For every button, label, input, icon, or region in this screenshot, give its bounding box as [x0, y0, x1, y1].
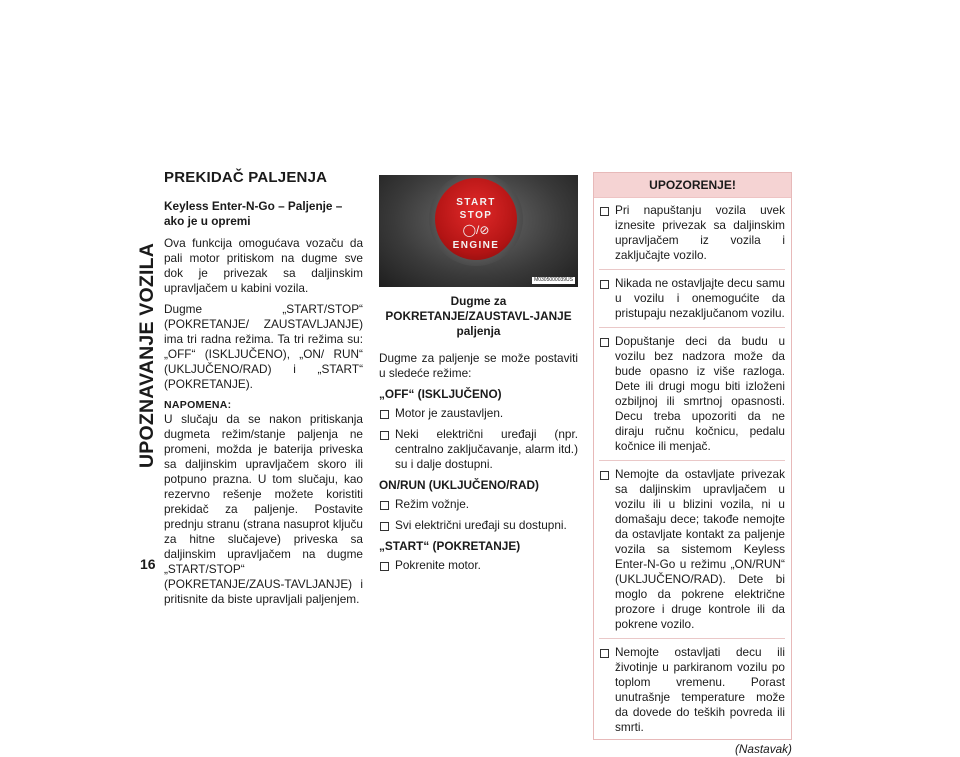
- button-label-stop: STOP: [459, 210, 493, 221]
- checkbox-bullet-icon: [380, 410, 389, 419]
- paragraph-modes: Dugme „START/STOP“ (POKRETANJE/ ZAUSTAVLJANJE) ima tri radna režima. Ta tri režima su: „OFF“ (ISKLJUČENO), „ON/ RUN“ (UKLJUČENO/RAD) i „START“ (POKRETANJE).: [164, 302, 363, 391]
- checkbox-bullet-icon: [600, 280, 609, 289]
- checkbox-bullet-icon: [600, 649, 609, 658]
- power-symbol-icon: ◯/⊘: [462, 223, 490, 237]
- column-right: [593, 172, 792, 757]
- checkbox-bullet-icon: [380, 501, 389, 510]
- button-label-engine: ENGINE: [452, 240, 500, 251]
- warning-item: Nemojte ostavljati decu ili životinje u parkiranom vozilu po toplom vremenu. Porast unutrašnje temperature može da dovede do teških povreda ili smrti.: [599, 645, 785, 739]
- list-item: Motor je zaustavljen.: [379, 406, 578, 421]
- page-number: 16: [140, 556, 156, 572]
- button-label-start: START: [456, 197, 496, 208]
- checkbox-bullet-icon: [600, 338, 609, 347]
- start-stop-button: [435, 178, 517, 260]
- warning-title: UPOZORENJE!: [594, 173, 791, 198]
- warning-item: Nikada ne ostavljajte decu samu u vozilu i onemogućite da pristupaju nezaključanom vozilu.: [599, 276, 785, 328]
- note-label: NAPOMENA:: [164, 399, 232, 411]
- paragraph-intro: Ova funkcija omogućava vozaču da pali motor pritiskom na dugme sve dok je privezak sa daljinskim upravljačem u kabini vozila.: [164, 236, 363, 295]
- photo-id: M0305000039US: [534, 277, 573, 283]
- checkbox-bullet-icon: [600, 471, 609, 480]
- mode-heading-start: „START“ (POKRETANJE): [379, 539, 521, 553]
- list-item: Svi električni uređaji su dostupni.: [379, 518, 578, 533]
- warning-box: [593, 172, 792, 740]
- mode-heading-off: „OFF“ (ISKLJUČENO): [379, 387, 502, 401]
- list-item: Režim vožnje.: [379, 497, 578, 512]
- list-item: Neki električni uređaji (npr. centralno zaključavanje, alarm itd.) su i dalje dostupni.: [379, 427, 578, 472]
- subsection-title: Keyless Enter-N-Go – Paljenje – ako je u opremi: [164, 199, 343, 228]
- checkbox-bullet-icon: [380, 431, 389, 440]
- note-text: U slučaju da se nakon pritiskanja dugmeta režim/stanje paljenja ne promeni, možda je baterija priveska sa daljinskim upravljačem skoro ili potpuno prazna. U tom slučaju, kao rezervno rešenje možete koristiti prekidač za paljenje. Postavite prednju stranu (strana nasuprot ključu za hitne slučajeve) priveska sa daljinskim upravljačem na dugme „START/STOP“ (POKRETANJE/ZAUS-TAVLJANJE) i pritisnite da biste upravljali paljenjem.: [164, 412, 363, 606]
- column-middle: [379, 175, 578, 579]
- photo-caption: Dugme za POKRETANJE/ZAUSTAVL-JANJE paljenja: [385, 294, 572, 338]
- start-stop-button-photo: [379, 175, 578, 287]
- checkbox-bullet-icon: [380, 522, 389, 531]
- warning-item: Dopuštanje deci da budu u vozilu bez nadzora može da bude opasno iz više razloga. Dete ili drugi mogu biti izloženi ozbiljnoj ili smrtnoj opasnosti. Decu treba upozoriti da ne diraju ručnu kočnicu, pedalu kočnice ili menjač.: [599, 334, 785, 461]
- list-item: Pokrenite motor.: [379, 558, 578, 573]
- mode-heading-on-run: ON/RUN (UKLJUČENO/RAD): [379, 478, 539, 492]
- checkbox-bullet-icon: [600, 207, 609, 216]
- checkbox-bullet-icon: [380, 562, 389, 571]
- warning-item: Pri napuštanju vozila uvek iznesite privezak sa daljinskim upravljačem iz vozila i zaključajte vozilo.: [599, 203, 785, 270]
- warning-body: [594, 198, 791, 739]
- chapter-side-tab-label: UPOZNAVANJE VOZILA: [136, 242, 159, 468]
- chapter-side-tab: [138, 165, 157, 545]
- section-title: PREKIDAČ PALJENJA: [164, 169, 328, 186]
- modes-intro: Dugme za paljenje se može postaviti u sledeće režime:: [379, 351, 578, 380]
- continued-label: (Nastavak): [734, 742, 792, 756]
- warning-item: Nemojte da ostavljate privezak sa daljinskim upravljačem u vozilu ili u blizini vozila, ni u domašaju dece; takođe nemojte da ostavljate kontakt za paljenje vozila sa sistemom Keyless Enter-N-Go u režimu „ON/RUN“ (UKLJUČENO/RAD). Dete bi moglo da pokrene električne prozore i druge kontrole ili da pokrene vozilo.: [599, 467, 785, 639]
- column-left: [164, 170, 363, 607]
